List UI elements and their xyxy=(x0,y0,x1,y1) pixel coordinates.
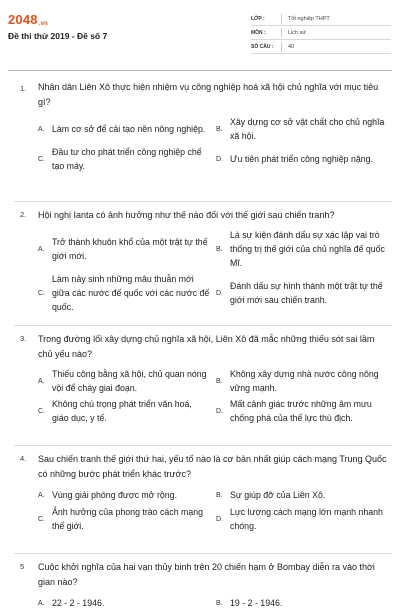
option-text: Thiếu công bằng xã hội, chủ quan nóng vội để cháy giai đoạn. xyxy=(52,369,207,393)
header-divider xyxy=(8,70,392,71)
option-text: 19 - 2 - 1946. xyxy=(230,598,283,608)
info-value: 40 xyxy=(288,43,295,50)
info-separator xyxy=(281,42,282,52)
option-text: Làm cơ sở để cải tạo nền nông nghiệp. xyxy=(52,124,206,134)
option-letter: B. xyxy=(216,377,223,385)
info-separator xyxy=(281,28,282,38)
option-letter: D. xyxy=(216,407,223,415)
option-letter: A. xyxy=(38,491,45,499)
option-text: Làm nảy sinh những mâu thuẫn mới giữa các nước đế quốc với các nước đế quốc. xyxy=(52,274,210,312)
question-4 xyxy=(0,446,400,554)
question-number: 5 xyxy=(20,562,25,571)
option-a[interactable] xyxy=(38,486,210,504)
option-letter: D. xyxy=(216,289,223,297)
option-text: Không xây dựng nhà nước công nông vững mạnh. xyxy=(230,369,379,393)
option-text: Vùng giải phóng được mở rộng. xyxy=(52,490,178,500)
option-letter: B. xyxy=(216,245,223,253)
info-row-count xyxy=(251,40,391,54)
option-letter: A. xyxy=(38,599,45,607)
option-b[interactable] xyxy=(216,227,388,271)
question-2 xyxy=(0,202,400,326)
info-value: Tốt nghiệp THPT xyxy=(288,15,330,22)
option-letter: C. xyxy=(38,289,45,297)
option-letter: C. xyxy=(38,155,45,163)
exam-title: Đề thi thử 2019 - Đề số 7 xyxy=(8,31,108,41)
question-number: 4. xyxy=(20,454,27,463)
option-c[interactable] xyxy=(38,396,210,426)
option-text: Sự giúp đỡ của Liên Xô. xyxy=(230,490,326,500)
option-letter: B. xyxy=(216,599,223,607)
exam-header xyxy=(0,0,400,70)
options-grid xyxy=(38,486,390,534)
site-logo[interactable] xyxy=(8,12,48,27)
option-text: Là sự kiện đánh dấu sự xác lập vai trò thống trị thế giới của chủ nghĩa đế quốc Mĩ. xyxy=(230,230,385,268)
option-text: Ưu tiên phát triển công nghiệp nặng. xyxy=(230,154,373,164)
info-separator xyxy=(281,14,282,24)
option-text: Không chú trọng phát triển văn hoá, giáo dục, y tế. xyxy=(52,399,192,423)
option-letter: A. xyxy=(38,377,45,385)
question-stem: Hội nghị Ianta có ảnh hưởng như thế nào đối với thế giới sau chiến tranh? xyxy=(38,210,335,220)
option-text: Đầu tư cho phát triển công nghiệp chế tạo máy. xyxy=(52,147,202,171)
question-3 xyxy=(0,326,400,446)
option-b[interactable] xyxy=(216,366,388,396)
option-c[interactable] xyxy=(38,144,210,174)
options-grid xyxy=(38,366,390,426)
info-row-class xyxy=(251,12,391,26)
option-a[interactable] xyxy=(38,227,210,271)
question-number: 1. xyxy=(20,84,27,93)
question-list xyxy=(0,78,400,614)
option-text: 22 - 2 - 1946. xyxy=(52,598,105,608)
question-number: 3. xyxy=(20,334,27,343)
question-number: 2. xyxy=(20,210,27,219)
info-value: Lịch sử xyxy=(288,29,307,36)
option-a[interactable] xyxy=(38,366,210,396)
option-b[interactable] xyxy=(216,486,388,504)
option-b[interactable] xyxy=(216,594,388,612)
option-c[interactable] xyxy=(38,271,210,315)
option-letter: B. xyxy=(216,125,223,133)
option-text: Xây dựng cơ sở vật chất cho chủ nghĩa xã hội. xyxy=(230,117,385,141)
option-letter: B. xyxy=(216,491,223,499)
option-letter: A. xyxy=(38,245,45,253)
question-5 xyxy=(0,554,400,614)
option-d[interactable] xyxy=(216,144,388,174)
logo-text: 2048 xyxy=(8,12,38,27)
option-text: Đánh dấu sự hình thành một trật tự thế giới mới sau chiến tranh. xyxy=(230,281,383,305)
option-c[interactable] xyxy=(38,504,210,534)
option-text: Ảnh hưởng của phong trào cách mạng thế giới. xyxy=(52,507,204,531)
options-grid xyxy=(38,227,390,315)
option-letter: C. xyxy=(38,515,45,523)
options-grid xyxy=(38,114,390,174)
option-a[interactable] xyxy=(38,114,210,144)
info-key: MÔN : xyxy=(251,29,266,36)
exam-info-table xyxy=(251,12,391,54)
option-text: Trở thành khuôn khổ của một trật tự thế giới mới. xyxy=(52,237,208,261)
question-stem: Nhân dân Liên Xô thực hiện nhiệm vụ công nghiệp hoá xã hội chủ nghĩa với mục tiêu gì? xyxy=(38,82,379,107)
question-stem: Cuộc khởi nghĩa của hai vạn thủy binh trên 20 chiến hạm ở Bombay diễn ra vào thời gian nào? xyxy=(38,562,375,587)
info-key: LỚP : xyxy=(251,15,265,22)
question-stem: Trong đường lối xây dựng chủ nghĩa xã hội, Liên Xô đã mắc những thiếu sót sai lầm chủ yếu nào? xyxy=(38,334,375,359)
option-letter: D. xyxy=(216,515,223,523)
option-a[interactable] xyxy=(38,594,210,612)
option-letter: D. xyxy=(216,155,223,163)
info-row-subject xyxy=(251,26,391,40)
options-grid xyxy=(38,594,390,612)
question-1 xyxy=(0,78,400,202)
option-text: Lực lượng cách mạng lớn mạnh nhanh chóng. xyxy=(230,507,383,531)
option-text: Mất cảnh giác trước những âm mưu chống phá của thế lực thù địch. xyxy=(230,399,372,423)
info-key: SỐ CÂU : xyxy=(251,43,274,50)
option-letter: C. xyxy=(38,407,45,415)
option-d[interactable] xyxy=(216,271,388,315)
logo-suffix: .vn xyxy=(38,21,49,27)
option-d[interactable] xyxy=(216,396,388,426)
option-letter: A. xyxy=(38,125,45,133)
question-stem: Sau chiến tranh thế giới thứ hai, yếu tố nào là cơ bản nhất giúp cách mạng Trung Quốc có những bước phát triển khác trước? xyxy=(38,454,387,479)
option-d[interactable] xyxy=(216,504,388,534)
option-b[interactable] xyxy=(216,114,388,144)
